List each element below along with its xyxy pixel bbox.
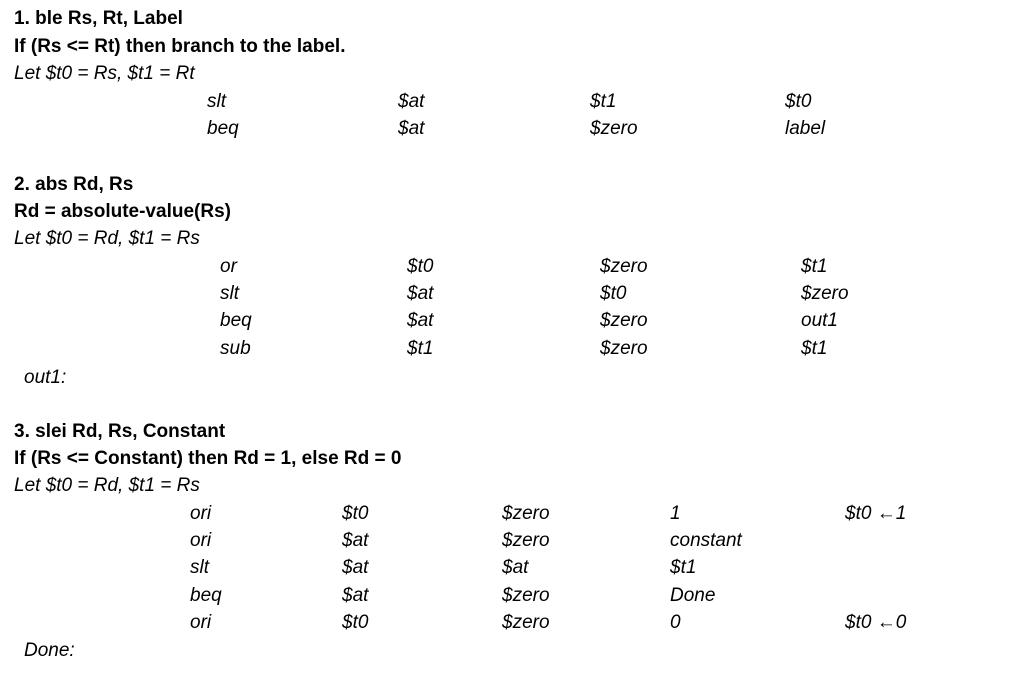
operand-cell: 1 [670,503,681,524]
operand-cell: 0 [670,612,681,633]
section-1-description: If (Rs <= Rt) then branch to the label. [14,36,346,57]
operand-cell: $t0 [600,283,627,304]
operand-cell: $zero [801,283,849,304]
operand-cell: label [785,118,826,139]
label-out1: out1: [24,367,67,388]
operand-cell: $t1 [590,91,617,112]
opcode-cell: ori [190,530,212,551]
operand-cell: $t1 [407,338,434,359]
opcode-cell: sub [220,338,251,359]
operand-cell: $at [342,557,369,578]
comment-cell: $t0 ←1 [845,503,907,524]
opcode-cell: or [220,256,237,277]
operand-cell: $at [407,283,434,304]
section-1-let: Let $t0 = Rs, $t1 = Rt [14,63,195,84]
operand-cell: $t1 [801,338,828,359]
section-3-title: 3. slei Rd, Rs, Constant [14,421,226,442]
operand-cell: $zero [600,338,648,359]
operand-cell: $zero [502,503,550,524]
operand-cell: $zero [502,585,550,606]
opcode-cell: beq [207,118,239,139]
comment-cell: $t0 ←0 [845,612,907,633]
operand-cell: $at [502,557,529,578]
operand-cell: $zero [600,310,648,331]
operand-cell: $t0 [407,256,434,277]
opcode-cell: slt [207,91,226,112]
operand-cell: $at [398,91,425,112]
opcode-cell: slt [220,283,239,304]
operand-cell: $t0 [342,612,369,633]
section-3-description: If (Rs <= Constant) then Rd = 1, else Rd = 0 [14,448,402,469]
opcode-cell: ori [190,503,212,524]
opcode-cell: beq [190,585,222,606]
section-2-description: Rd = absolute-value(Rs) [14,201,231,222]
opcode-cell: beq [220,310,252,331]
opcode-cell: slt [190,557,209,578]
operand-cell: $at [342,530,369,551]
operand-cell: out1 [801,310,838,331]
section-1-title: 1. ble Rs, Rt, Label [14,8,183,29]
operand-cell: $t1 [801,256,828,277]
operand-cell: $at [407,310,434,331]
operand-cell: $t1 [670,557,697,578]
operand-cell: $at [398,118,425,139]
section-3-let: Let $t0 = Rd, $t1 = Rs [14,475,200,496]
section-2-title: 2. abs Rd, Rs [14,174,134,195]
operand-cell: $zero [590,118,638,139]
operand-cell: $zero [502,530,550,551]
operand-cell: constant [670,530,742,551]
section-2-let: Let $t0 = Rd, $t1 = Rs [14,228,200,249]
operand-cell: $zero [600,256,648,277]
opcode-cell: ori [190,612,212,633]
operand-cell: Done [670,585,716,606]
operand-cell: $t0 [342,503,369,524]
operand-cell: $t0 [785,91,812,112]
label-done: Done: [24,640,75,661]
operand-cell: $at [342,585,369,606]
operand-cell: $zero [502,612,550,633]
